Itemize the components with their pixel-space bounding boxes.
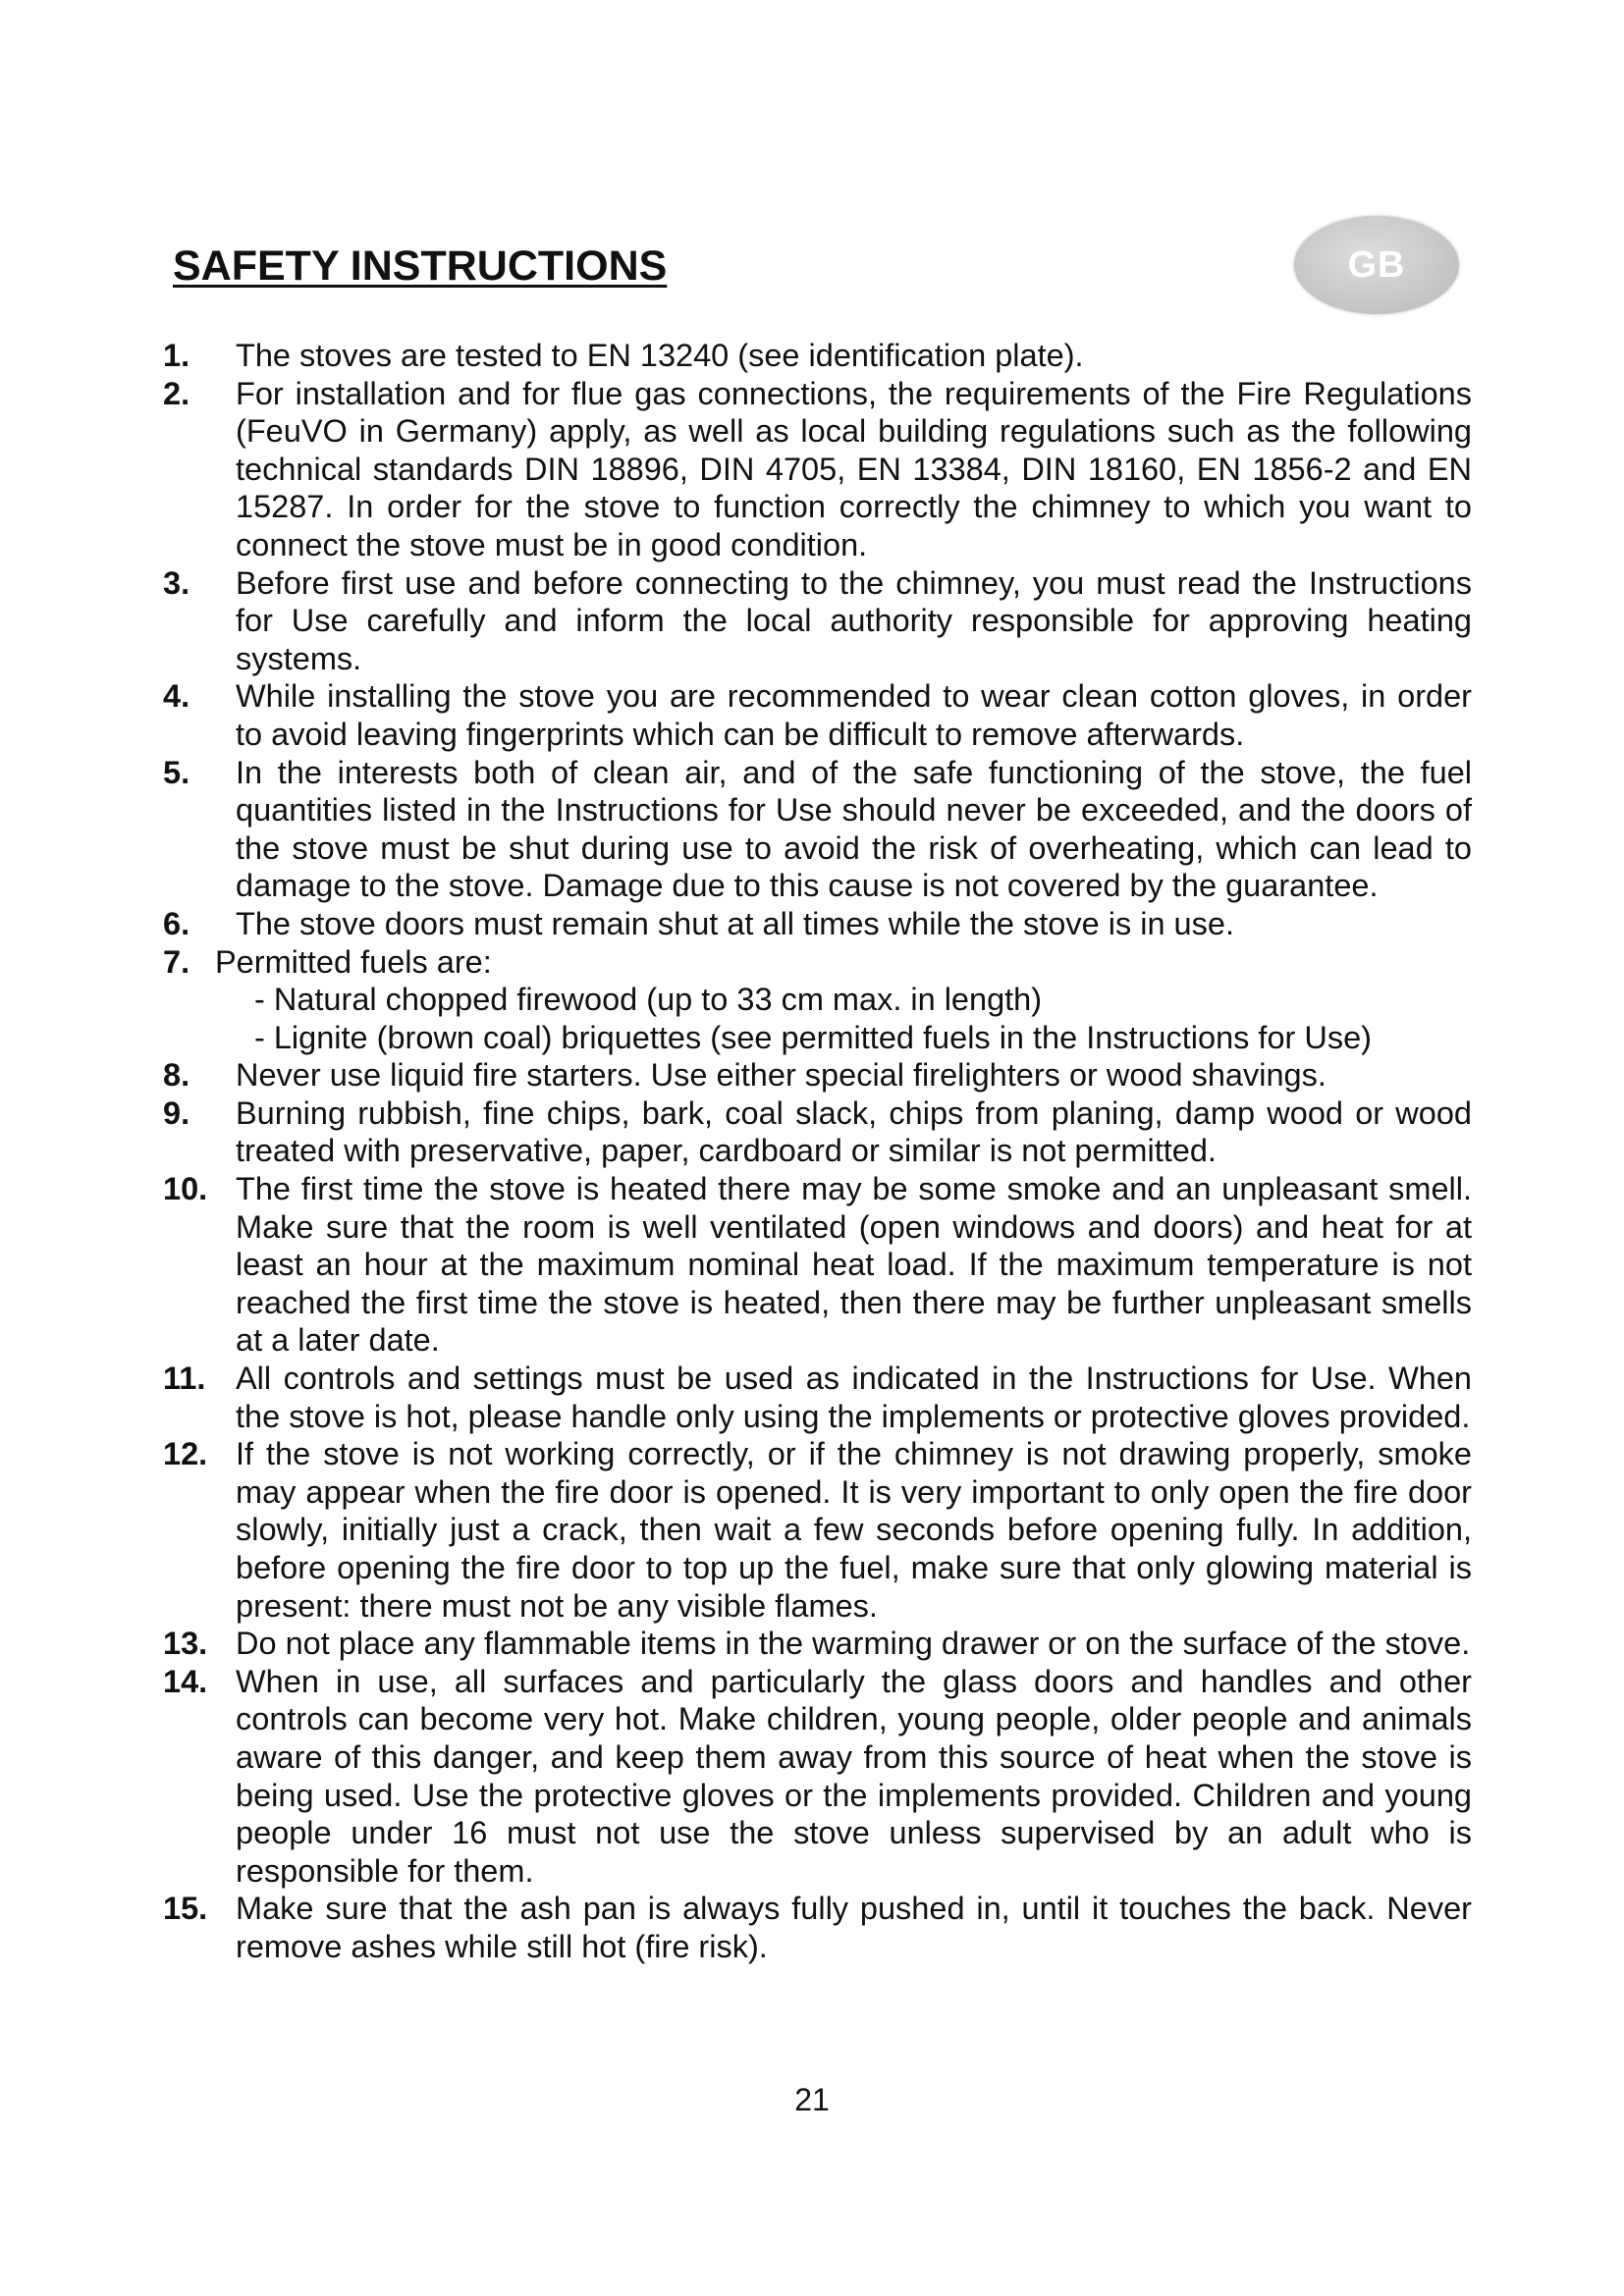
instruction-text: While installing the stove you are recommended to wear clean cotton gloves, in order to avoid leaving fingerprints which can be difficult to remove afterwards. (236, 678, 1472, 752)
permitted-fuel-item: - Natural chopped firewood (up to 33 cm max. in length) (254, 982, 1043, 1018)
instruction-item (163, 677, 1472, 753)
instruction-number: 6. (163, 905, 190, 941)
instruction-item (163, 1435, 1472, 1625)
instruction-number: 4. (163, 678, 190, 715)
instruction-text: If the stove is not working correctly, or if the chimney is not drawing properly, smoke may appear when the fire door is opened. It is very important to only open the fire door slowly, initially just a crack, then wait a few seconds before opening fully. In addition, before opening the fire door to top up the fuel, make sure that only glowing material is present: there must not be any visible flames. (236, 1436, 1472, 1624)
instruction-number: 2. (163, 375, 190, 411)
instruction-number: 5. (163, 754, 190, 790)
instruction-number: 14. (163, 1663, 208, 1699)
instruction-text: In the interests both of clean air, and of the safe functioning of the stove, the fuel quantities listed in the Instructions for Use should never be exceeded, and the doors of the stove must be shut during use to avoid the risk of overheating, which can lead to damage to the stove. Damage due to this cause is not covered by the guarantee. (236, 754, 1472, 904)
instruction-number: 3. (163, 564, 190, 601)
instruction-number: 10. (163, 1171, 208, 1207)
instruction-item (163, 754, 1472, 905)
page-number: 21 (794, 2082, 830, 2117)
instruction-text: Never use liquid fire starters. Use either special firelighters or wood shavings. (236, 1057, 1326, 1094)
instruction-text: The first time the stove is heated there may be some smoke and an unpleasant smell. Make sure that the room is well ventilated (open windows and doors) and heat for at least an hour at the maximum nominal heat load. If the maximum temperature is not reached the first time the stove is heated, then there may be further unpleasant smells at a later date. (236, 1171, 1472, 1359)
instruction-text: The stove doors must remain shut at all times while the stove is in use. (236, 905, 1234, 941)
instruction-number: 1. (163, 338, 190, 373)
instruction-text: Before first use and before connecting to the chimney, you must read the Instructions for Use carefully and inform the local authority responsible for approving heating systems. (236, 564, 1472, 676)
instruction-item (163, 943, 1472, 1057)
instruction-text: Do not place any flammable items in the warming drawer or on the surface of the stove. (236, 1626, 1471, 1662)
instruction-number: 9. (163, 1095, 190, 1131)
safety-instructions-list (163, 337, 1472, 1966)
instruction-number: 8. (163, 1057, 190, 1094)
language-badge (1294, 216, 1459, 314)
instruction-item (163, 564, 1472, 678)
instruction-item (163, 1056, 1472, 1095)
instruction-text: Make sure that the ash pan is always fully pushed in, until it touches the back. Never remove ashes while still hot (fire risk). (236, 1891, 1472, 1964)
instruction-text: When in use, all surfaces and particularly the glass doors and handles and other controls can become very hot. Make children, young people, older people and animals aware of this danger, and keep them away from this source of heat when the stove is being used. Use the protective gloves or the implements provided. Children and young people under 16 must not use the stove unless supervised by an adult who is responsible for them. (236, 1663, 1472, 1889)
instruction-item (163, 375, 1472, 564)
page-title: SAFETY INSTRUCTIONS (173, 242, 668, 290)
instruction-item (163, 1625, 1472, 1663)
instruction-number: 12. (163, 1436, 208, 1472)
instruction-item (163, 1360, 1472, 1435)
instruction-item (163, 1890, 1472, 1965)
instruction-text: All controls and settings must be used as indicated in the Instructions for Use. When the stove is hot, please handle only using the implements or protective gloves provided. (236, 1361, 1472, 1434)
instruction-item (163, 1095, 1472, 1170)
instruction-number: 11. (163, 1361, 206, 1397)
instruction-item (163, 337, 1472, 375)
instruction-text: For installation and for flue gas connections, the requirements of the Fire Regulations (FeuVO in Germany) apply, as well as local building regulations such as the following technical standards DIN 18896, DIN 4705, EN 13384, DIN 18160, EN 1856-2 and EN 15287. In order for the stove to function correctly the chimney to which you want to connect the stove must be in good condition. (236, 375, 1472, 562)
instruction-item (163, 1170, 1472, 1360)
instruction-number: 7. (163, 943, 190, 980)
instruction-text: Permitted fuels are: (215, 943, 492, 980)
instruction-item (163, 1663, 1472, 1891)
language-badge-label: GB (1347, 243, 1406, 286)
instruction-number: 15. (163, 1891, 208, 1927)
instruction-text: Burning rubbish, fine chips, bark, coal slack, chips from planing, damp wood or wood treated with preservative, paper, cardboard or similar is not permitted. (236, 1095, 1472, 1169)
instruction-item (163, 905, 1472, 943)
permitted-fuel-item: - Lignite (brown coal) briquettes (see permitted fuels in the Instructions for Use) (254, 1019, 1373, 1055)
instruction-text: The stoves are tested to EN 13240 (see identification plate). (236, 338, 1084, 373)
instruction-number: 13. (163, 1626, 208, 1662)
